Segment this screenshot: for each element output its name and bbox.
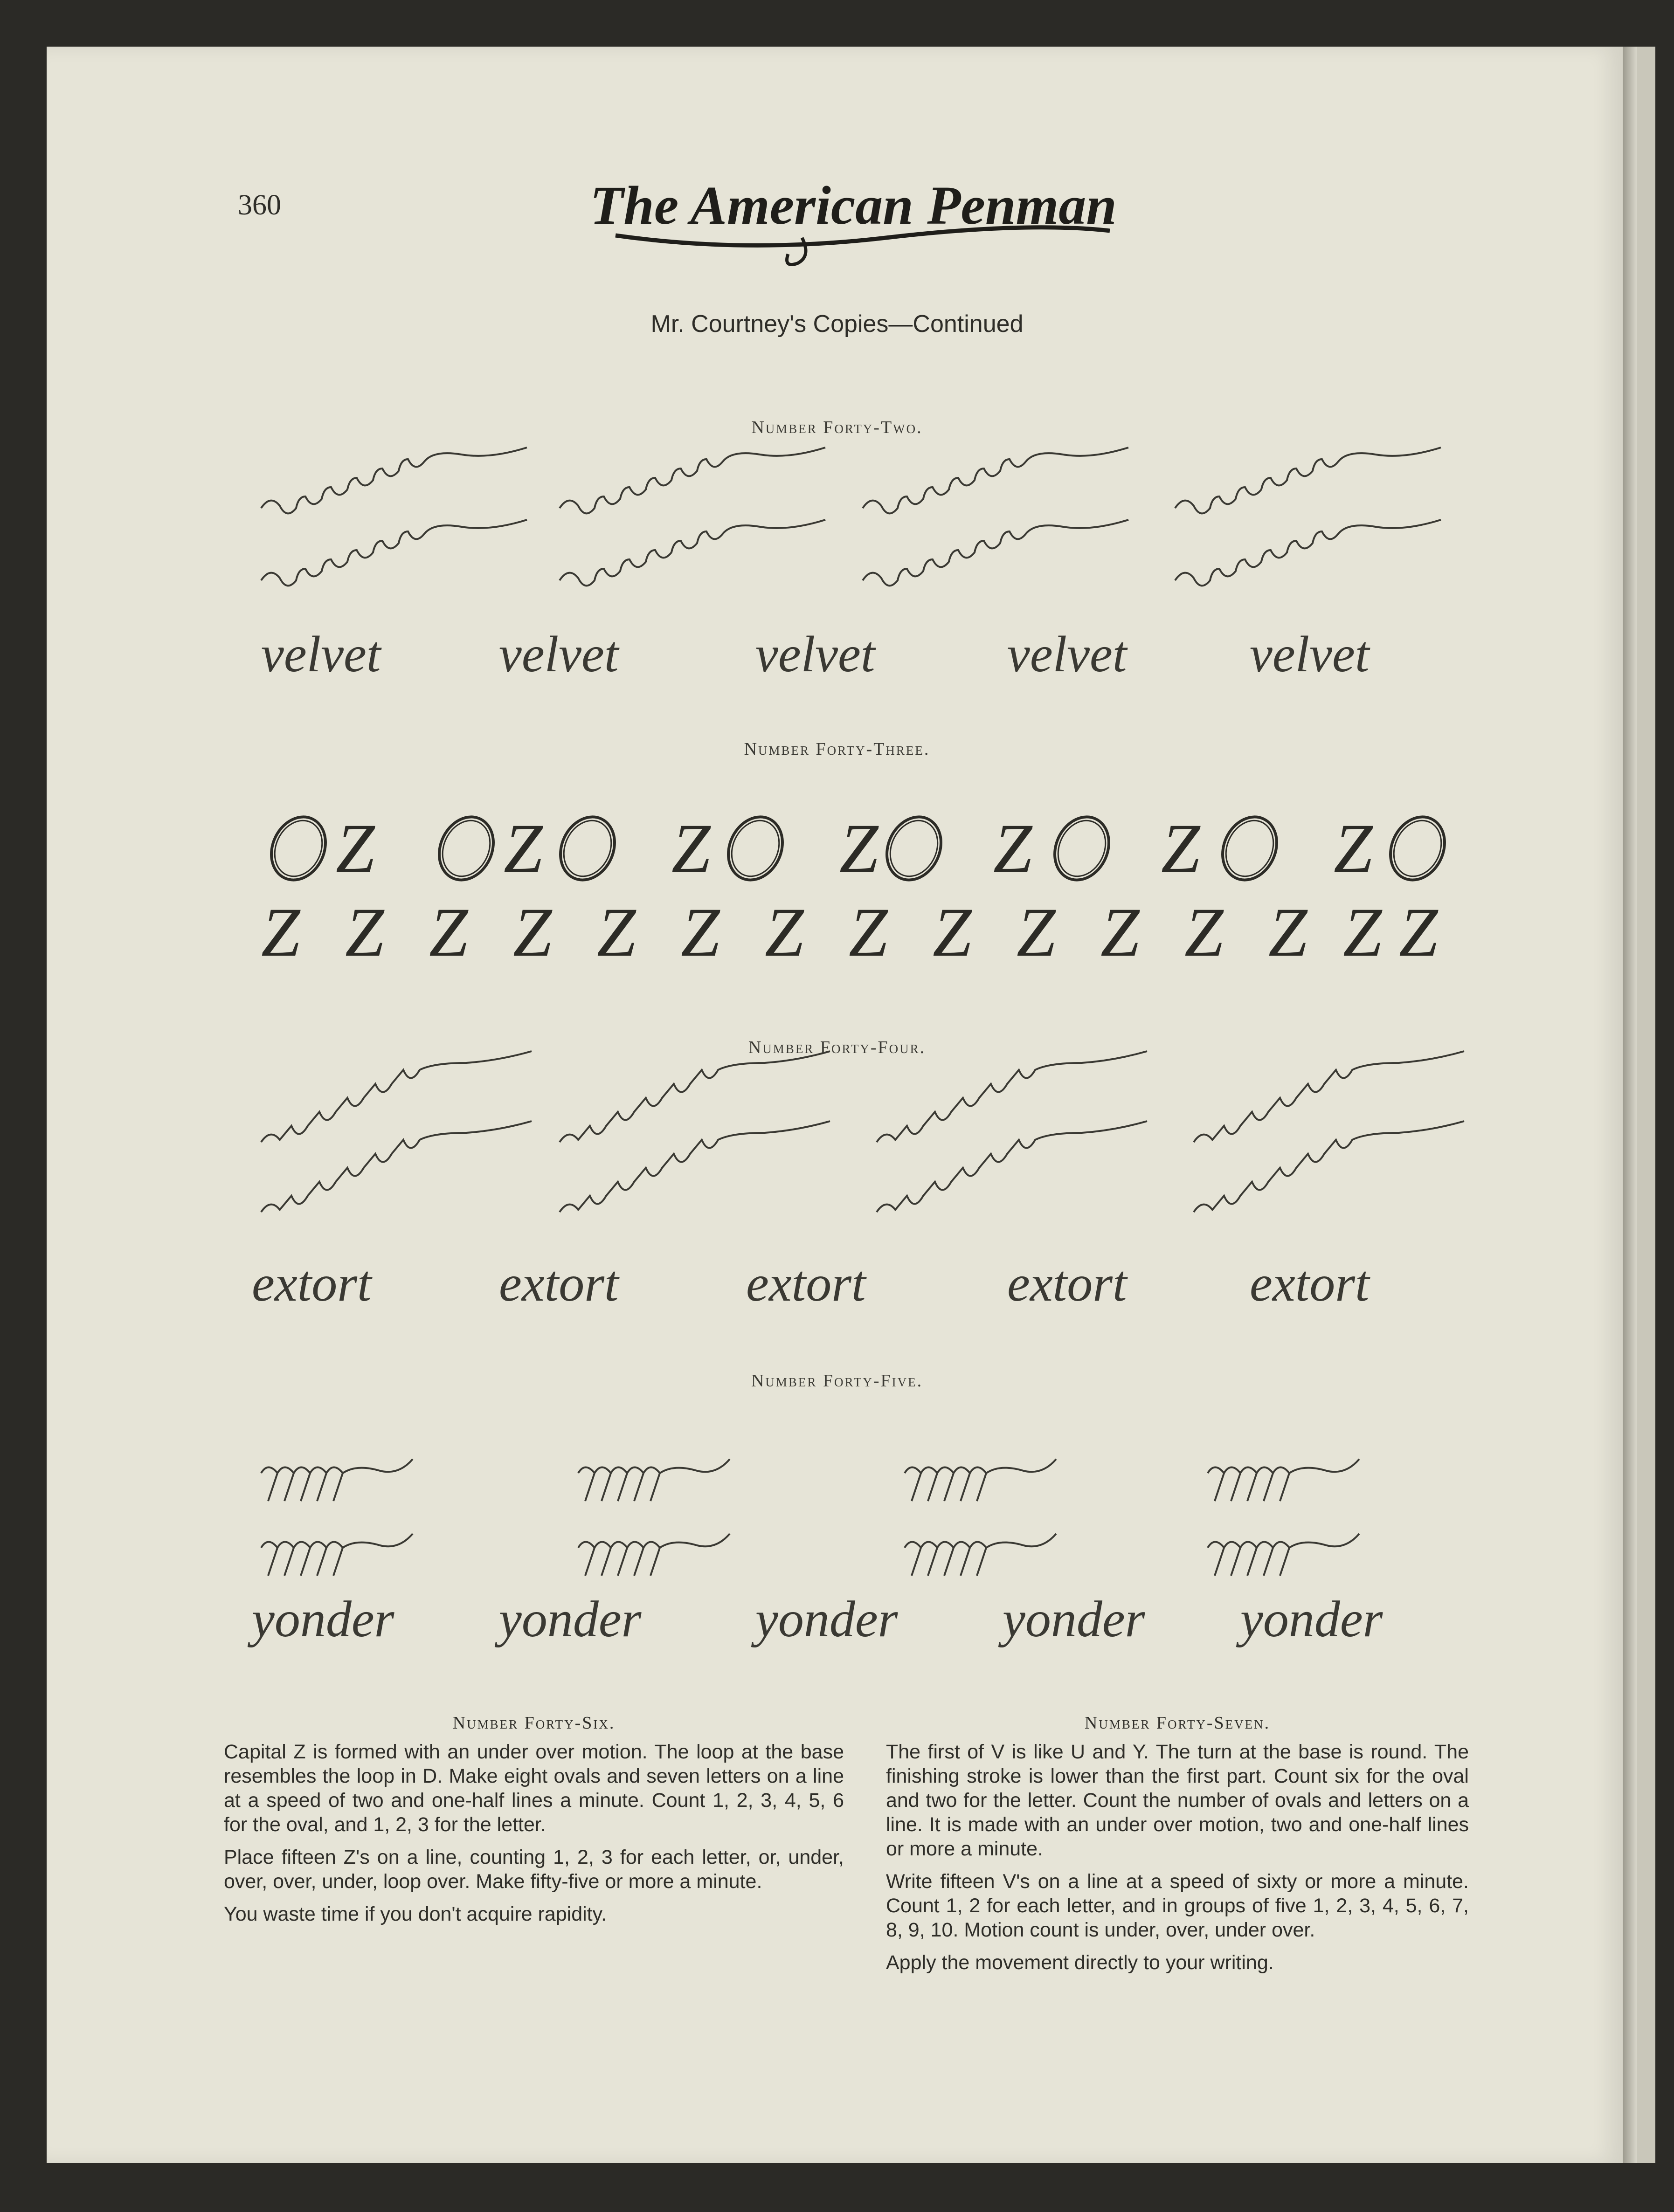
svg-text:velvet: velvet bbox=[755, 626, 875, 682]
paragraph: Capital Z is formed with an under over motion. The loop at the base resembles the loop in D. Make eight ovals and seven letters on a line at a speed of two and one-half lines a minute. Count 1, 2, 3, 4, 5, 6 for the oval, and 1, 2, 3 for the letter. bbox=[224, 1741, 844, 1836]
svg-text:Z: Z bbox=[261, 894, 300, 971]
svg-text:yonder: yonder bbox=[755, 1591, 898, 1647]
instructions-forty-six bbox=[224, 1711, 844, 1935]
heading-forty-five: Number Forty-Five. bbox=[751, 1371, 923, 1391]
copy-row-extort bbox=[252, 1255, 1370, 1312]
svg-text:Z: Z bbox=[336, 810, 375, 887]
svg-text:velvet: velvet bbox=[1250, 626, 1370, 682]
svg-text:Z: Z bbox=[1161, 810, 1200, 887]
svg-text:Z: Z bbox=[993, 810, 1032, 887]
heading-forty-three: Number Forty-Three. bbox=[744, 739, 930, 759]
svg-text:yonder: yonder bbox=[499, 1591, 642, 1647]
svg-text:Z: Z bbox=[1268, 894, 1307, 971]
svg-text:Z: Z bbox=[345, 894, 384, 971]
heading-forty-two: Number Forty-Two. bbox=[751, 418, 923, 437]
masthead-title: The American Penman bbox=[590, 175, 1117, 236]
svg-text:extort: extort bbox=[1007, 1255, 1127, 1312]
svg-text:Z: Z bbox=[1334, 810, 1373, 887]
svg-text:extort: extort bbox=[1250, 1255, 1370, 1312]
svg-text:velvet: velvet bbox=[1007, 626, 1127, 682]
paragraph: Write fifteen V's on a line at a speed of sixty or more a minute. Count 1, 2 for each letter, and in groups of five 1, 2, 3, 4, 5, 6, 7, 8, 9, 10. Motion count is under, over, under over. bbox=[886, 1870, 1469, 1941]
svg-text:extort: extort bbox=[252, 1255, 372, 1312]
svg-text:Z: Z bbox=[597, 894, 636, 971]
copy-row-x-2 bbox=[261, 1121, 1464, 1212]
svg-text:Z: Z bbox=[1399, 894, 1438, 971]
svg-text:Z: Z bbox=[933, 894, 972, 971]
copy-row-velvet bbox=[261, 626, 1370, 682]
svg-text:yonder: yonder bbox=[252, 1591, 394, 1647]
svg-text:Z: Z bbox=[839, 810, 879, 887]
copy-row-ovals-and-z bbox=[262, 808, 1455, 889]
copy-row-y-1 bbox=[261, 1459, 1359, 1501]
svg-text:Z: Z bbox=[849, 894, 888, 971]
copy-row-z bbox=[261, 894, 1439, 971]
svg-text:extort: extort bbox=[746, 1255, 866, 1312]
svg-text:Z: Z bbox=[765, 894, 804, 971]
svg-text:Z: Z bbox=[1017, 894, 1056, 971]
svg-text:extort: extort bbox=[499, 1255, 619, 1312]
svg-text:velvet: velvet bbox=[261, 626, 381, 682]
copy-row-y-2 bbox=[261, 1534, 1359, 1576]
svg-text:Z: Z bbox=[1343, 894, 1382, 971]
heading-forty-seven: Number Forty-Seven. bbox=[1084, 1713, 1271, 1733]
svg-text:Z: Z bbox=[681, 894, 720, 971]
copy-row-yonder bbox=[247, 1591, 1383, 1647]
heading-forty-four: Number Forty-Four. bbox=[748, 1038, 926, 1057]
svg-text:Z: Z bbox=[513, 894, 552, 971]
page-number: 360 bbox=[238, 189, 281, 221]
svg-text:Z: Z bbox=[504, 810, 543, 887]
paragraph: You waste time if you don't acquire rapidity. bbox=[224, 1903, 607, 1925]
copy-row-v-1 bbox=[261, 448, 1441, 513]
page-subtitle: Mr. Courtney's Copies—Continued bbox=[650, 310, 1024, 338]
svg-text:Z: Z bbox=[671, 810, 711, 887]
copy-row-x-1 bbox=[261, 1051, 1464, 1142]
paragraph: Place fifteen Z's on a line, counting 1, 2, 3 for each letter, or, under, over, over, under, loop over. Make fifty-five or more a minute. bbox=[224, 1846, 844, 1893]
svg-text:velvet: velvet bbox=[499, 626, 619, 682]
svg-text:yonder: yonder bbox=[1003, 1591, 1145, 1647]
svg-text:Z: Z bbox=[1184, 894, 1224, 971]
paragraph: The first of V is like U and Y. The turn at the base is round. The finishing stroke is lower than the first part. Count six for the oval and two for the letter. Count the number of ovals and letters on a line. It is made with an under over motion, two and one-half lines or more a minute. bbox=[886, 1741, 1469, 1860]
heading-forty-six: Number Forty-Six. bbox=[452, 1713, 616, 1733]
svg-text:yonder: yonder bbox=[1240, 1591, 1383, 1647]
svg-text:Z: Z bbox=[429, 894, 468, 971]
svg-text:Z: Z bbox=[1100, 894, 1140, 971]
paragraph: Apply the movement directly to your writing. bbox=[886, 1951, 1274, 1974]
instructions-forty-seven bbox=[886, 1711, 1469, 1983]
copy-row-v-2 bbox=[261, 520, 1441, 586]
